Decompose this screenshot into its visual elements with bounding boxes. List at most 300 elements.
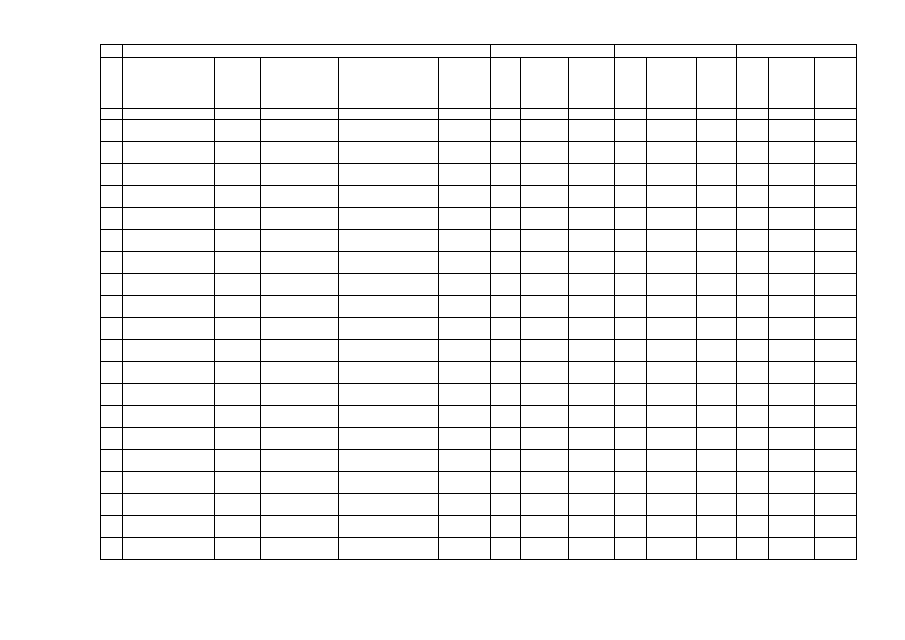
district-cell (123, 274, 215, 296)
empty-cell (615, 494, 647, 516)
empty-cell (769, 472, 815, 494)
empty-cell (615, 296, 647, 318)
coordinates-cell (439, 230, 491, 252)
table-row (101, 362, 857, 384)
container-count-cell (491, 472, 521, 494)
empty-cell (737, 406, 769, 428)
coordinates-cell (439, 318, 491, 340)
container-count-cell (491, 450, 521, 472)
address-cell (339, 450, 439, 472)
empty-cell (737, 384, 769, 406)
district-cell (123, 384, 215, 406)
container-count-cell (491, 186, 521, 208)
empty-cell (815, 230, 857, 252)
address-cell (339, 120, 439, 142)
admin-unit-cell (261, 120, 339, 142)
district-cell (123, 450, 215, 472)
empty-cell (697, 274, 737, 296)
row-number-cell (101, 450, 123, 472)
district-cell (123, 142, 215, 164)
empty-cell (647, 362, 697, 384)
coordinates-cell (439, 296, 491, 318)
container-volume-cell (521, 230, 569, 252)
row-number-cell (101, 230, 123, 252)
row-number-cell (101, 208, 123, 230)
empty-cell (737, 318, 769, 340)
empty-cell (647, 318, 697, 340)
empty-cell (615, 230, 647, 252)
empty-cell (647, 274, 697, 296)
oktmo-cell (215, 252, 261, 274)
empty-cell (647, 208, 697, 230)
header-collection-group (737, 45, 857, 58)
empty-cell (815, 120, 857, 142)
header-collection-volume (769, 58, 815, 109)
row-number-cell (101, 494, 123, 516)
table-row (101, 208, 857, 230)
empty-cell (647, 450, 697, 472)
admin-unit-cell (261, 428, 339, 450)
table-row (101, 186, 857, 208)
empty-cell (615, 164, 647, 186)
row-number-cell (101, 120, 123, 142)
empty-cell (815, 538, 857, 560)
empty-cell (647, 384, 697, 406)
empty-cell (697, 230, 737, 252)
empty-cell (697, 406, 737, 428)
header-admin-unit (261, 58, 339, 109)
row-number-cell (101, 538, 123, 560)
oktmo-cell (215, 230, 261, 252)
address-cell (339, 340, 439, 362)
table-row (101, 494, 857, 516)
oktmo-cell (215, 318, 261, 340)
empty-cell (697, 142, 737, 164)
empty-cell (647, 142, 697, 164)
coordinates-cell (439, 384, 491, 406)
oktmo-cell (215, 450, 261, 472)
container-count-cell (491, 274, 521, 296)
container-count-cell (491, 208, 521, 230)
empty-cell (615, 120, 647, 142)
empty-cell (569, 252, 615, 274)
empty-cell (815, 208, 857, 230)
empty-cell (769, 164, 815, 186)
empty-cell (697, 164, 737, 186)
empty-cell (769, 208, 815, 230)
address-cell (339, 252, 439, 274)
empty-cell (569, 142, 615, 164)
address-cell (339, 274, 439, 296)
header-recyclable-material (697, 58, 737, 109)
admin-unit-cell (261, 450, 339, 472)
container-volume-cell (521, 274, 569, 296)
coordinates-cell (439, 362, 491, 384)
table-body (101, 109, 857, 560)
empty-cell (697, 252, 737, 274)
header-recyclable-group (615, 45, 737, 58)
empty-cell (647, 472, 697, 494)
header-recyclable-volume (647, 58, 697, 109)
oktmo-cell (215, 494, 261, 516)
table-row (101, 406, 857, 428)
empty-cell (737, 186, 769, 208)
admin-unit-cell (261, 230, 339, 252)
empty-cell (737, 120, 769, 142)
empty-cell (769, 538, 815, 560)
empty-cell (697, 494, 737, 516)
container-volume-cell (521, 340, 569, 362)
container-count-cell (491, 340, 521, 362)
container-volume-cell (521, 362, 569, 384)
header-coordinates (439, 58, 491, 109)
empty-cell (569, 516, 615, 538)
row-number-cell (101, 516, 123, 538)
container-volume-cell (521, 120, 569, 142)
address-cell (339, 362, 439, 384)
header-unsorted-material (569, 58, 615, 109)
row-number-cell (101, 296, 123, 318)
header-unsorted-volume (521, 58, 569, 109)
container-volume-cell (521, 472, 569, 494)
row-number-cell (101, 428, 123, 450)
empty-cell (569, 230, 615, 252)
table-row (101, 428, 857, 450)
empty-cell (647, 340, 697, 362)
empty-cell (815, 252, 857, 274)
coordinates-cell (439, 252, 491, 274)
container-count-cell (491, 428, 521, 450)
district-cell (123, 494, 215, 516)
coordinates-cell (439, 340, 491, 362)
empty-cell (815, 406, 857, 428)
table-row (101, 516, 857, 538)
empty-cell (737, 538, 769, 560)
admin-unit-cell (261, 274, 339, 296)
empty-cell (769, 142, 815, 164)
admin-unit-cell (261, 538, 339, 560)
header-unsorted-group (491, 45, 615, 58)
empty-cell (615, 384, 647, 406)
empty-cell (615, 252, 647, 274)
container-volume-cell (521, 208, 569, 230)
empty-cell (647, 428, 697, 450)
empty-cell (647, 296, 697, 318)
empty-cell (615, 406, 647, 428)
district-cell (123, 406, 215, 428)
empty-cell (737, 340, 769, 362)
empty-cell (815, 516, 857, 538)
table-row (101, 252, 857, 274)
district-cell (123, 516, 215, 538)
container-volume-cell (521, 384, 569, 406)
table-row (101, 384, 857, 406)
admin-unit-cell (261, 318, 339, 340)
empty-cell (647, 494, 697, 516)
address-cell (339, 296, 439, 318)
admin-unit-cell (261, 362, 339, 384)
oktmo-cell (215, 384, 261, 406)
oktmo-cell (215, 428, 261, 450)
empty-cell (615, 208, 647, 230)
empty-cell (769, 450, 815, 472)
admin-unit-cell (261, 208, 339, 230)
oktmo-cell (215, 208, 261, 230)
empty-cell (569, 494, 615, 516)
empty-cell (815, 318, 857, 340)
empty-cell (769, 296, 815, 318)
district-cell (123, 428, 215, 450)
container-count-cell (491, 120, 521, 142)
header-oktmo (215, 58, 261, 109)
empty-cell (569, 120, 615, 142)
table-row (101, 274, 857, 296)
empty-cell (569, 164, 615, 186)
coordinates-cell (439, 516, 491, 538)
container-count-cell (491, 494, 521, 516)
district-cell (123, 208, 215, 230)
coordinates-cell (439, 208, 491, 230)
oktmo-cell (215, 274, 261, 296)
empty-cell (615, 340, 647, 362)
empty-cell (769, 428, 815, 450)
empty-cell (815, 296, 857, 318)
header-column-row (101, 58, 857, 109)
empty-cell (697, 450, 737, 472)
container-count-cell (491, 164, 521, 186)
empty-cell (737, 274, 769, 296)
empty-cell (769, 340, 815, 362)
empty-cell (815, 472, 857, 494)
oktmo-cell (215, 142, 261, 164)
admin-unit-cell (261, 296, 339, 318)
empty-cell (769, 274, 815, 296)
coordinates-cell (439, 472, 491, 494)
empty-cell (815, 186, 857, 208)
row-number-cell (101, 274, 123, 296)
table-row (101, 340, 857, 362)
empty-cell (769, 494, 815, 516)
container-volume-cell (521, 142, 569, 164)
container-volume-cell (521, 494, 569, 516)
empty-cell (697, 384, 737, 406)
waste-site-registry-table (100, 44, 857, 560)
admin-unit-cell (261, 516, 339, 538)
table-row (101, 538, 857, 560)
container-volume-cell (521, 428, 569, 450)
header-unsorted-count (491, 58, 521, 109)
container-volume-cell (521, 450, 569, 472)
oktmo-cell (215, 164, 261, 186)
empty-cell (615, 450, 647, 472)
empty-cell (569, 296, 615, 318)
empty-cell (697, 340, 737, 362)
address-cell (339, 384, 439, 406)
empty-cell (769, 384, 815, 406)
container-volume-cell (521, 164, 569, 186)
empty-cell (769, 252, 815, 274)
coordinates-cell (439, 450, 491, 472)
empty-cell (815, 340, 857, 362)
empty-cell (647, 406, 697, 428)
row-number-cell (101, 340, 123, 362)
row-number-cell (101, 472, 123, 494)
address-cell (339, 318, 439, 340)
empty-cell (737, 450, 769, 472)
district-cell (123, 340, 215, 362)
oktmo-cell (215, 472, 261, 494)
container-volume-cell (521, 538, 569, 560)
empty-cell (615, 516, 647, 538)
empty-cell (569, 406, 615, 428)
empty-cell (647, 186, 697, 208)
empty-cell (615, 538, 647, 560)
header-col-no (101, 45, 123, 58)
empty-cell (769, 120, 815, 142)
empty-cell (569, 208, 615, 230)
admin-unit-cell (261, 472, 339, 494)
coordinates-cell (439, 428, 491, 450)
address-cell (339, 406, 439, 428)
coordinates-cell (439, 406, 491, 428)
admin-unit-cell (261, 186, 339, 208)
oktmo-cell (215, 296, 261, 318)
header-collection-material (815, 58, 857, 109)
empty-cell (569, 450, 615, 472)
table-row (101, 296, 857, 318)
empty-cell (737, 362, 769, 384)
empty-cell (569, 274, 615, 296)
empty-cell (615, 318, 647, 340)
empty-cell (615, 362, 647, 384)
empty-cell (647, 230, 697, 252)
row-number-cell (101, 384, 123, 406)
district-cell (123, 538, 215, 560)
coordinates-cell (439, 538, 491, 560)
empty-cell (647, 252, 697, 274)
district-cell (123, 164, 215, 186)
address-cell (339, 208, 439, 230)
header-group-row (101, 45, 857, 58)
empty-cell (769, 362, 815, 384)
table-row (101, 450, 857, 472)
coordinates-cell (439, 164, 491, 186)
empty-cell (815, 164, 857, 186)
empty-cell (737, 252, 769, 274)
empty-cell (569, 340, 615, 362)
address-cell (339, 494, 439, 516)
empty-cell (569, 472, 615, 494)
container-volume-cell (521, 296, 569, 318)
district-cell (123, 120, 215, 142)
table-row (101, 472, 857, 494)
empty-cell (615, 274, 647, 296)
district-cell (123, 186, 215, 208)
header-address (339, 58, 439, 109)
container-count-cell (491, 384, 521, 406)
address-cell (339, 230, 439, 252)
oktmo-cell (215, 516, 261, 538)
address-cell (339, 472, 439, 494)
oktmo-cell (215, 362, 261, 384)
container-count-cell (491, 142, 521, 164)
empty-cell (769, 230, 815, 252)
admin-unit-cell (261, 384, 339, 406)
empty-cell (569, 318, 615, 340)
empty-cell (615, 186, 647, 208)
empty-cell (815, 450, 857, 472)
empty-cell (815, 428, 857, 450)
empty-cell (697, 472, 737, 494)
empty-cell (569, 384, 615, 406)
empty-cell (737, 296, 769, 318)
row-number-cell (101, 318, 123, 340)
container-volume-cell (521, 318, 569, 340)
container-count-cell (491, 516, 521, 538)
coordinates-cell (439, 142, 491, 164)
address-cell (339, 164, 439, 186)
admin-unit-cell (261, 164, 339, 186)
container-count-cell (491, 318, 521, 340)
empty-cell (647, 120, 697, 142)
table-header (101, 45, 857, 109)
admin-unit-cell (261, 142, 339, 164)
row-number-cell (101, 164, 123, 186)
empty-cell (737, 164, 769, 186)
empty-cell (569, 538, 615, 560)
header-recyclable-count (615, 58, 647, 109)
empty-cell (647, 164, 697, 186)
container-volume-cell (521, 406, 569, 428)
empty-cell (815, 384, 857, 406)
empty-cell (615, 472, 647, 494)
admin-unit-cell (261, 340, 339, 362)
empty-cell (615, 142, 647, 164)
empty-cell (737, 142, 769, 164)
district-cell (123, 318, 215, 340)
row-number-cell (101, 252, 123, 274)
table-row (101, 142, 857, 164)
header-spacer-row (101, 109, 857, 120)
table-row (101, 164, 857, 186)
table-row (101, 120, 857, 142)
container-count-cell (491, 406, 521, 428)
header-district (123, 58, 215, 109)
empty-cell (647, 516, 697, 538)
empty-cell (697, 186, 737, 208)
oktmo-cell (215, 186, 261, 208)
empty-cell (769, 318, 815, 340)
empty-cell (697, 120, 737, 142)
empty-cell (697, 318, 737, 340)
container-count-cell (491, 296, 521, 318)
row-number-cell (101, 406, 123, 428)
empty-cell (615, 428, 647, 450)
district-cell (123, 362, 215, 384)
district-cell (123, 252, 215, 274)
empty-cell (569, 362, 615, 384)
oktmo-cell (215, 340, 261, 362)
container-count-cell (491, 538, 521, 560)
container-count-cell (491, 252, 521, 274)
container-count-cell (491, 362, 521, 384)
empty-cell (815, 142, 857, 164)
empty-cell (697, 296, 737, 318)
empty-cell (737, 428, 769, 450)
address-cell (339, 516, 439, 538)
oktmo-cell (215, 120, 261, 142)
container-volume-cell (521, 186, 569, 208)
